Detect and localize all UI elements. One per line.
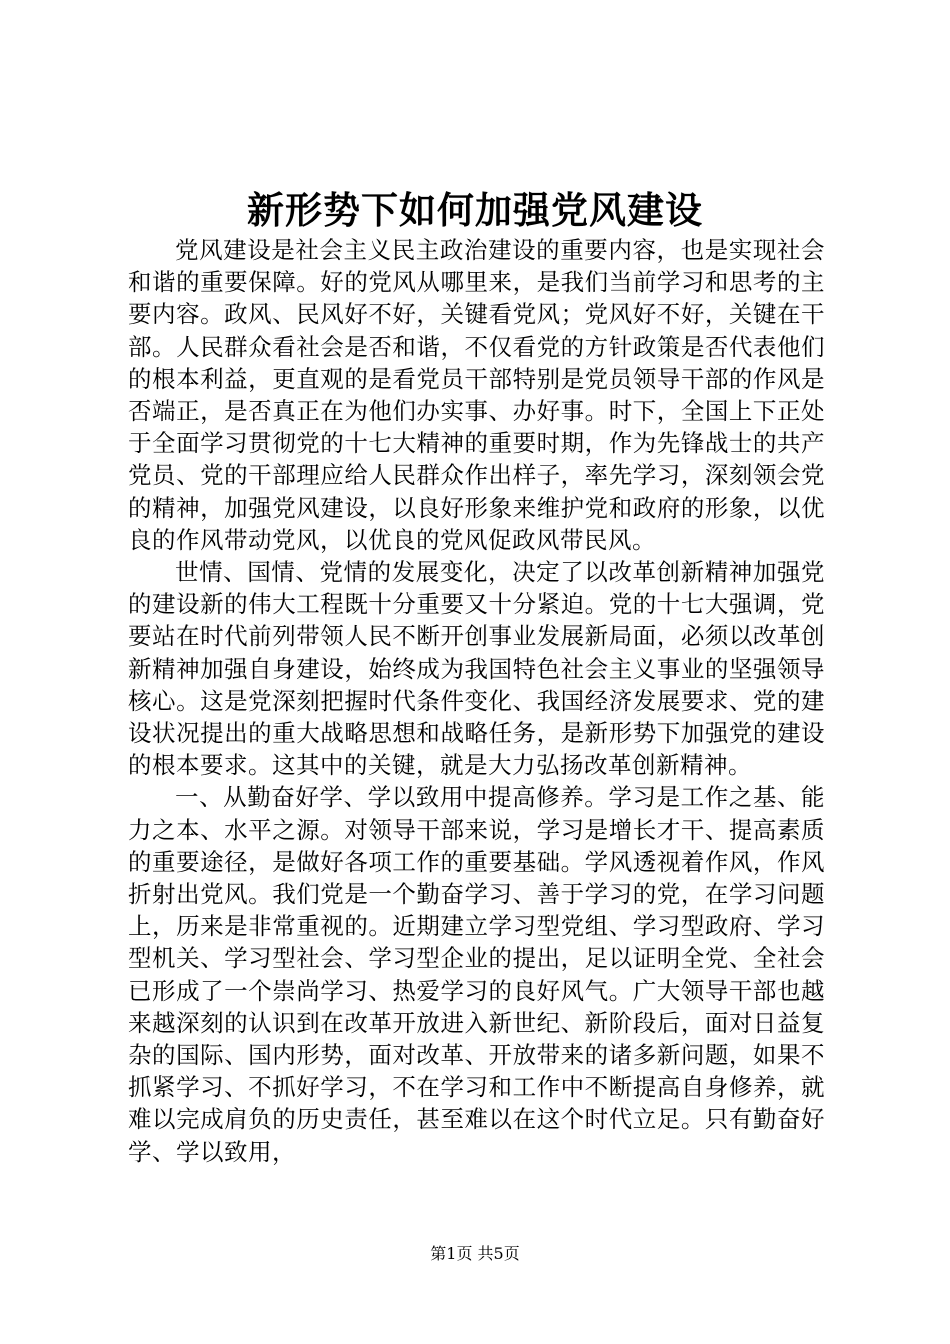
paragraph-3: 一、从勤奋好学、学以致用中提高修养。学习是工作之基、能力之本、水平之源。对领导干部来说，学习是增长才干、提高素质的重要途径，是做好各项工作的重要基础。学风透视着作风，作风折射出党风。我们党是一个勤奋学习、善于学习的党，在学习问题上，历来是非常重视的。近期建立学习型党组、学习型政府、学习型机关、学习型社会、学习型企业的提出，足以证明全党、全社会已形成了一个崇尚学习、热爱学习的良好风气。广大领导干部也越来越深刻的认识到在改革开放进入新世纪、新阶段后，面对日益复杂的国际、国内形势，面对改革、开放带来的诸多新问题，如果不抓紧学习、不抓好学习，不在学习和工作中不断提高自身修养，就难以完成肩负的历史责任，甚至难以在这个时代立足。只有勤奋好学、学以致用， bbox=[128, 783, 825, 1166]
document-title: 新形势下如何加强党风建设 bbox=[247, 188, 703, 232]
paragraph-1: 党风建设是社会主义民主政治建设的重要内容，也是实现社会和谐的重要保障。好的党风从哪里来，是我们当前学习和思考的主要内容。政风、民风好不好，关键看党风；党风好不好，关键在干部。人民群众看社会是否和谐，不仅看党的方针政策是否代表他们的根本利益，更直观的是看党员干部特别是党员领导干部的作风是否端正，是否真正在为他们办实事、办好事。时下，全国上下正处于全面学习贯彻党的十七大精神的重要时期，作为先锋战士的共产党员、党的干部理应给人民群众作出样子，率先学习，深刻领会党的精神，加强党风建设，以良好形象来维护党和政府的形象，以优良的作风带动党风，以优良的党风促政风带民风。 bbox=[128, 236, 825, 554]
document-body bbox=[128, 234, 825, 1168]
paragraph-2: 世情、国情、党情的发展变化，决定了以改革创新精神加强党的建设新的伟大工程既十分重要又十分紧迫。党的十七大强调，党要站在时代前列带领人民不断开创事业发展新局面，必须以改革创新精神加强自身建设，始终成为我国特色社会主义事业的坚强领导核心。这是党深刻把握时代条件变化、我国经济发展要求、党的建设状况提出的重大战略思想和战略任务，是新形势下加强党的建设的根本要求。这其中的关键，就是大力弘扬改革创新精神。 bbox=[128, 558, 825, 780]
page-number-footer: 第1页 共5页 bbox=[430, 1244, 520, 1263]
